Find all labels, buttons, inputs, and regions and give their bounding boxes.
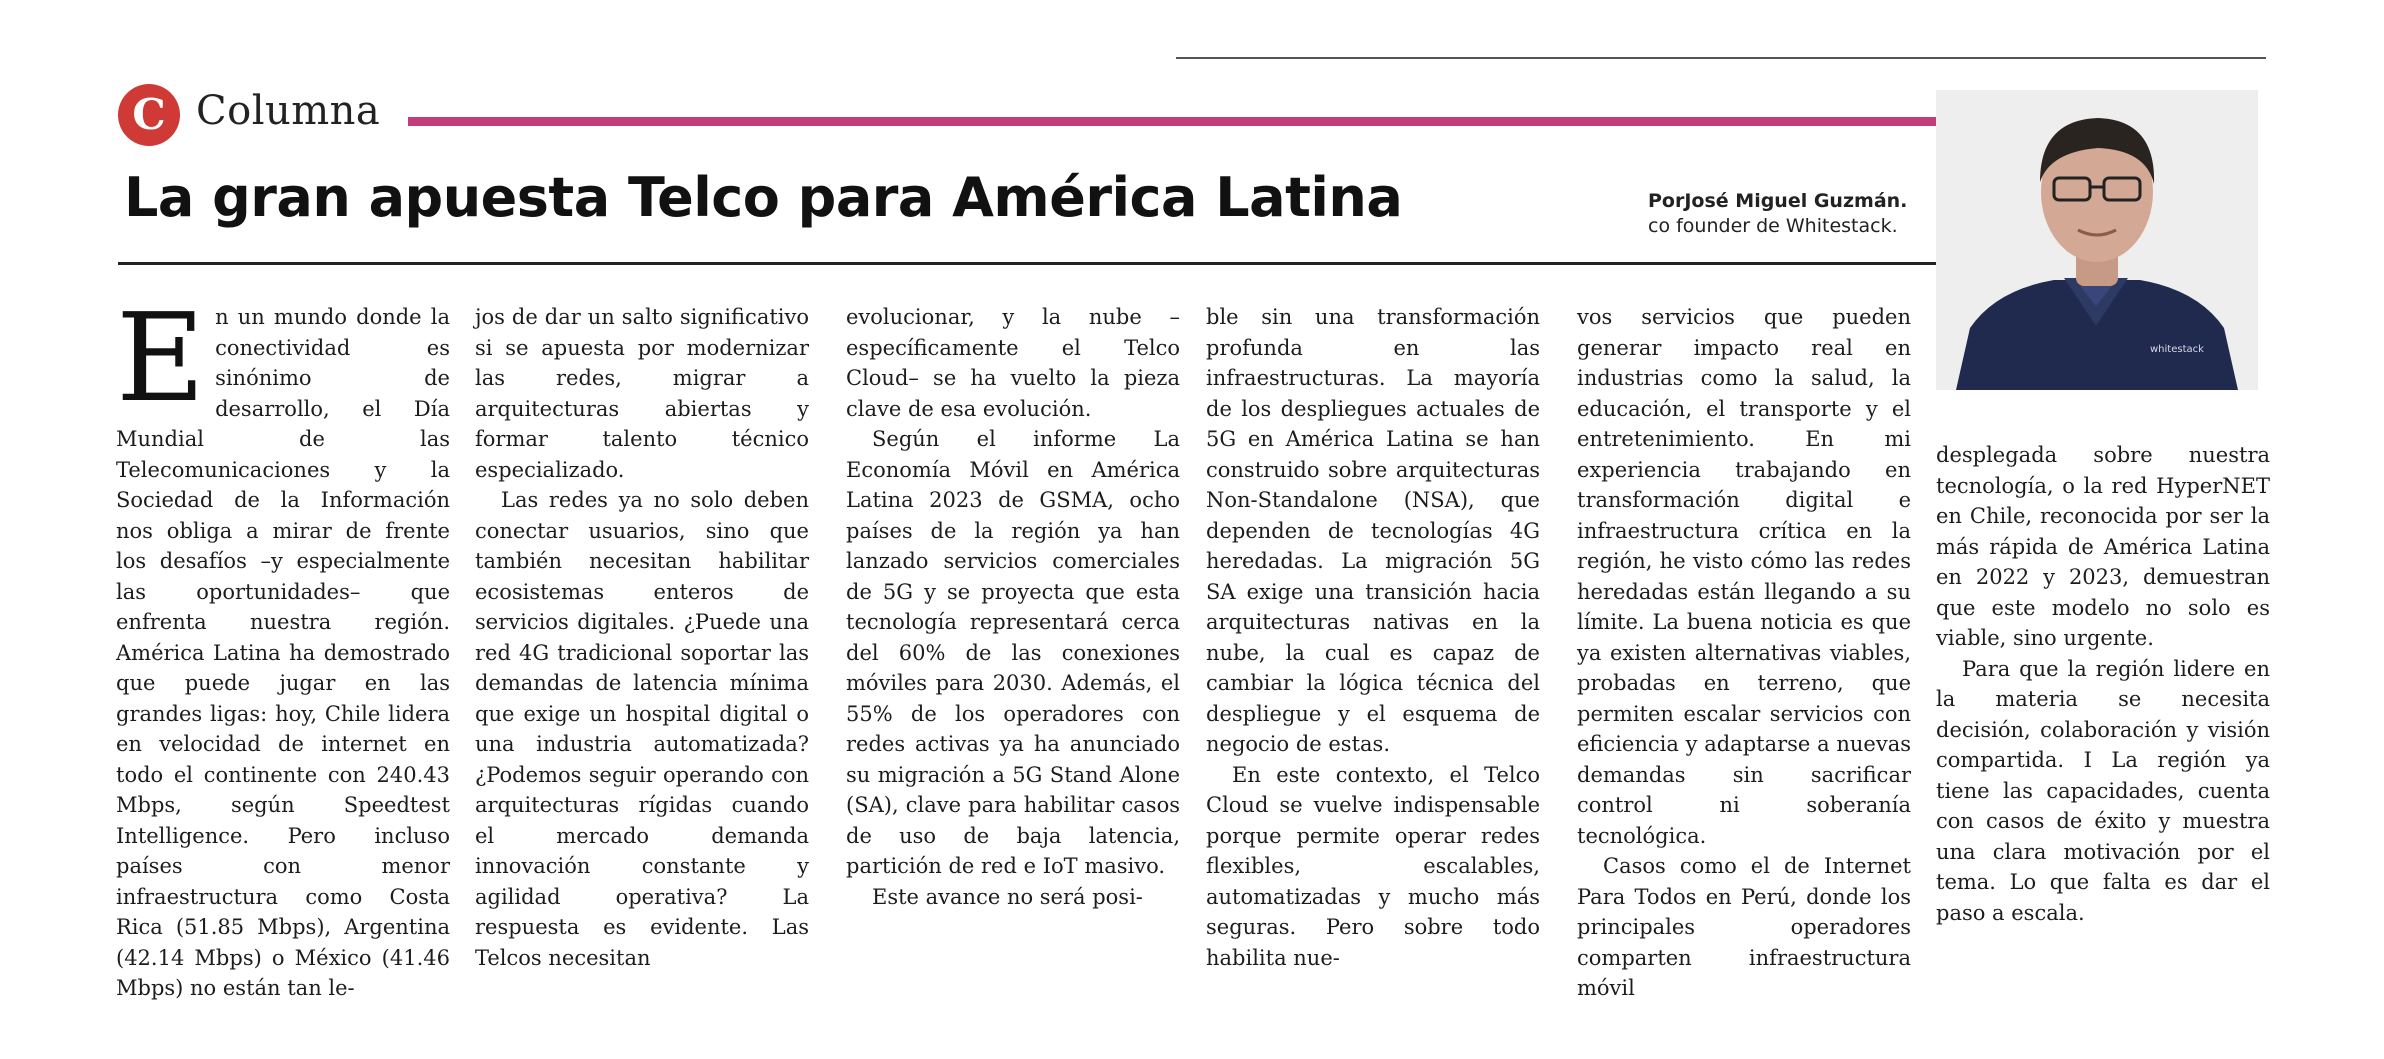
section-label: Columna (196, 88, 381, 134)
shirt-logo-text: whitestack (2150, 344, 2204, 355)
paragraph: Casos como el de Internet Para Todos en Perú, donde los principales operadores comparten infraestructura móvil (1577, 854, 1911, 1000)
paragraph: Según el informe La Economía Móvil en América Latina 2023 de GSMA, ocho países de la región ya han lanzado servicios comerciales de 5G y se proyecta que esta tecnología representará cerca del 60% de las conexiones móviles para 2030. Además, el 55% de los operadores con redes activas ya ha anunciado su migración a 5G Stand Alone (SA), clave para habilitar casos de uso de baja latencia, partición de red e IoT masivo. (846, 427, 1180, 878)
article-column-3 (846, 302, 1180, 912)
article-column-5 (1577, 302, 1911, 1004)
paragraph: Para que la región lidere en la materia se necesita decisión, colaboración y visión compartida. I La región ya tiene las capacidades, cuenta con casos de éxito y muestra una clara motivación por el tema. Lo que falta es dar el paso a escala. (1936, 656, 2270, 925)
paragraph: Las redes ya no solo deben conectar usuarios, sino que también necesitan habilitar ecosistemas enteros de servicios digitales. ¿Puede una red 4G tradicional soportar las demandas de latencia mínima que exige un hospital digital o una industria automatizada? ¿Podemos seguir operando con arquitecturas rígidas cuando el mercado demanda innovación constante y agilidad operativa? La respuesta es evidente. Las Telcos necesitan (475, 488, 809, 970)
section-accent-bar (408, 117, 1936, 126)
author-portrait-icon (1936, 90, 2258, 390)
paragraph: evolucionar, y la nube –específicamente el Telco Cloud– se ha vuelto la pieza clave de esa evolución. (846, 305, 1180, 421)
article-column-1 (116, 287, 450, 1004)
article-column-6 (1936, 440, 2270, 928)
paragraph: En este contexto, el Telco Cloud se vuelve indispensable porque permite operar redes flexibles, escalables, automatizadas y mucho más seguras. Pero sobre todo habilita nue- (1206, 762, 1540, 970)
headline: La gran apuesta Telco para América Latina (124, 166, 1403, 229)
byline (1648, 190, 1907, 237)
top-rule (1176, 57, 2266, 59)
section-badge: C (118, 84, 180, 146)
paragraph: ble sin una transformación profunda en las infraestructuras. La mayoría de los despliegues actuales de 5G en América Latina se han construido sobre arquitecturas Non-Standalone (NSA), que dependen de tecnologías 4G heredadas. La migración 5G SA exige una transición hacia arquitecturas nativas en la nube, la cual es capaz de cambiar la lógica técnica del despliegue y el esquema de negocio de estas. (1206, 305, 1540, 756)
paragraph: desplegada sobre nuestra tecnología, o la red HyperNET en Chile, reconocida por ser la más rápida de América Latina en 2022 y 2023, demuestran que este modelo no solo es viable, sino urgente. (1936, 443, 2270, 650)
paragraph: Este avance no será posi- (872, 884, 1143, 909)
author-role: co founder de Whitestack. (1648, 215, 1898, 237)
paragraph: n un mundo donde la conectividad es sinónimo de desarrollo, el Día Mundial de las Telecomunicaciones y la Sociedad de la Información nos obliga a mirar de frente los desafíos –y especialmente las oportunidades– que enfrenta nuestra región. América Latina ha demostrado que puede jugar en las grandes ligas: hoy, Chile lidera en velocidad de internet en todo el continente con 240.43 Mbps, según Speedtest Intelligence. Pero incluso países con menor infraestructura como Costa Rica (51.85 Mbps), Argentina (42.14 Mbps) o México (41.46 Mbps) no están tan le- (116, 305, 450, 1000)
paragraph: vos servicios que pueden generar impacto real en industrias como la salud, la educación, el transporte y el entretenimiento. En mi experiencia trabajando en transformación digital e infraestructura crítica en la región, he visto cómo las redes heredadas están llegando a su límite. La buena noticia es que ya existen alternativas viables, probadas en terreno, que permiten escalar servicios con eficiencia y adaptarse a nuevas demandas sin sacrificar control ni soberanía tecnológica. (1577, 305, 1911, 848)
paragraph: jos de dar un salto significativo si se apuesta por modernizar las redes, migrar a arquitecturas abiertas y formar talento técnico especializado. (475, 305, 809, 482)
author-name: PorJosé Miguel Guzmán. (1648, 190, 1908, 212)
headline-rule (118, 262, 1936, 265)
article-column-4 (1206, 302, 1540, 973)
drop-cap: E (116, 287, 206, 429)
article-column-2 (475, 302, 809, 973)
